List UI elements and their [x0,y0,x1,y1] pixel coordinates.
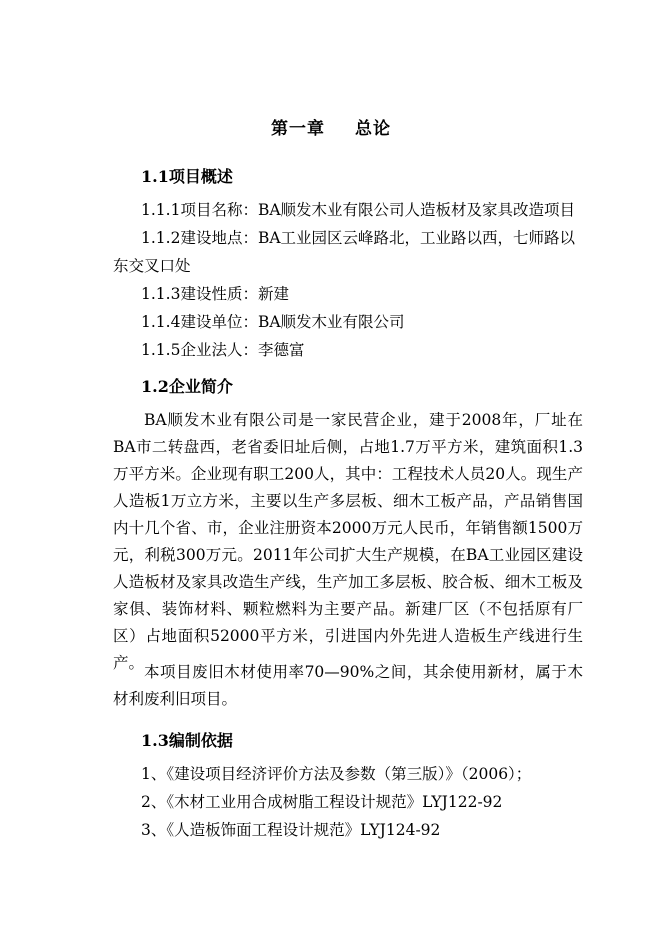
chapter-title [0,114,662,139]
company-intro-paragraph: BA顺发木业有限公司是一家民营企业，建于2008年，厂址在BA市二转盘西，老省委旧址后侧，占地1.7万平方米，建筑面积1.3万平方米。企业现有职工200人，其中：工程技术人员20人。现生产人造板1万立方米，主要以生产多层板、细木工板产品，产品销售国内十几个省、市，企业注册资本2000万元人民币，年销售额1500万元，利税300万元。2011年公司扩大生产规模，在BA工业园区建设人造板材及家具改造生产线，生产加工多层板、胶合板、细木工板及家俱、装饰材料、颗粒燃料为主要产品。新建厂区（不包括原有厂区）占地面积52000平方米，引进国内外先进人造板生产线进行生产。 [113,411,583,672]
project-name-line: 1.1.1项目名称：BA顺发木业有限公司人造板材及家具改造项目 [141,201,576,219]
section-heading-1-3: 1.3编制依据 [141,731,233,750]
chapter-name: 总论 [355,119,391,139]
reference-item-1: 1、《建设项目经济评价方法及参数（第三版）》（2006）； [141,765,532,783]
section-heading-1-2: 1.2企业简介 [141,377,233,396]
project-nature-line: 1.1.3建设性质：新建 [141,285,289,303]
chapter-number: 第一章 [271,119,325,139]
section-heading-1-1: 1.1项目概述 [141,167,233,186]
waste-wood-paragraph: 本项目废旧木材使用率70—90%之间，其余使用新材，属于木材利废利旧项目。 [113,663,583,708]
project-unit-line: 1.1.4建设单位：BA顺发木业有限公司 [141,313,405,331]
reference-item-3: 3、《人造板饰面工程设计规范》LYJ124-92 [141,821,441,839]
legal-person-line: 1.1.5企业法人：李德富 [141,341,305,359]
project-location-line-cont: 东交叉口处 [113,257,191,275]
project-location-line: 1.1.2建设地点：BA工业园区云峰路北，工业路以西，七师路以 [141,229,576,247]
reference-item-2: 2、《木材工业用合成树脂工程设计规范》LYJ122-92 [141,793,503,811]
